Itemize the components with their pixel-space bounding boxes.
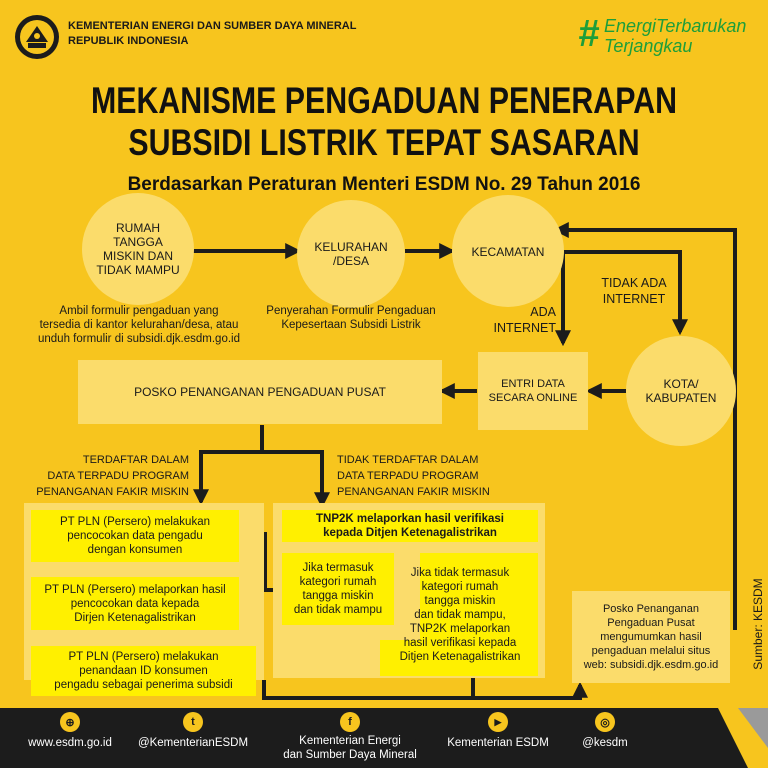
termasuk-line4: dan tidak mampu bbox=[293, 604, 383, 616]
youtube-text-line1: Kementerian ESDM bbox=[447, 737, 549, 749]
circle-rumah-tangga bbox=[82, 193, 194, 305]
note-formulir bbox=[14, 304, 264, 346]
tidak-line3: tangga miskin bbox=[424, 595, 496, 607]
box-jika-termasuk bbox=[282, 553, 394, 625]
box-posko-umumkan bbox=[572, 591, 730, 683]
footer-item-youtube[interactable] bbox=[438, 710, 558, 766]
hash-symbol: # bbox=[578, 13, 600, 55]
note-formulir-line1: Ambil formulir pengaduan yang bbox=[59, 305, 219, 317]
termasuk-line1: Jika termasuk bbox=[302, 562, 374, 574]
pln-step1-line1: PT PLN (Persero) melakukan bbox=[60, 516, 210, 528]
pln-step2-line2: pencocokan data kepada bbox=[70, 597, 200, 610]
box-entri-data bbox=[478, 352, 588, 430]
ada-line2: INTERNET bbox=[493, 321, 556, 335]
footer-item-instagram[interactable] bbox=[570, 710, 640, 766]
tidak-ada-line2: INTERNET bbox=[602, 292, 666, 306]
footer-twitter-text bbox=[128, 736, 258, 750]
kelurahan-line2: /DESA bbox=[332, 254, 369, 268]
pln-step3-line2: penandaan ID konsumen bbox=[79, 665, 208, 677]
terdaftar-line2: DATA TERPADU PROGRAM bbox=[47, 470, 189, 482]
facebook-icon: f bbox=[340, 712, 360, 732]
footer-item-facebook[interactable] bbox=[270, 710, 430, 766]
note-penyerahan-line2: Kepesertaan Subsidi Listrik bbox=[281, 319, 421, 331]
note-formulir-line3: unduh formulir di subsidi.djk.esdm.go.id bbox=[38, 333, 240, 345]
pln-step3-line3: pengadu sebagai penerima subsidi bbox=[54, 679, 233, 691]
globe-icon: ⊕ bbox=[60, 712, 80, 732]
kota-line1: KOTA/ bbox=[663, 377, 699, 391]
terdaftar-line1: TERDAFTAR DALAM bbox=[82, 454, 189, 466]
tnp2k-line1: TNP2K melaporkan hasil verifikasi bbox=[316, 513, 504, 525]
hashtag-line1: EnergiTerbarukan bbox=[604, 16, 747, 36]
youtube-icon: ▶ bbox=[488, 712, 508, 732]
pln-step2-line3: Dirjen Ketenagalistrikan bbox=[74, 611, 196, 624]
circle-kelurahan bbox=[297, 200, 405, 308]
web-text-line1: www.esdm.go.id bbox=[28, 737, 112, 749]
facebook-text-line1: Kementerian Energi bbox=[299, 735, 401, 747]
posko-umum-line3: mengumumkan hasil bbox=[600, 631, 702, 643]
pln-step1 bbox=[31, 510, 239, 562]
box-posko-pusat: POSKO PENANGANAN PENGADUAN PUSAT bbox=[78, 360, 442, 424]
hashtag-line2: Terjangkau bbox=[604, 36, 693, 56]
footer-item-twitter[interactable] bbox=[128, 710, 258, 766]
arrow-terdaftar-left bbox=[201, 452, 262, 502]
label-ada-internet bbox=[486, 304, 556, 336]
page-subtitle: Berdasarkan Peraturan Menteri ESDM No. 29 Tahun 2016 bbox=[127, 174, 641, 195]
kelurahan-line1: KELURAHAN bbox=[314, 240, 388, 254]
arrow-tidak-terdaftar bbox=[262, 452, 322, 505]
ada-line1: ADA bbox=[530, 305, 556, 319]
label-tidak-ada-internet bbox=[592, 275, 676, 307]
pln-step1-line2: pencocokan data pengadu bbox=[67, 530, 203, 542]
posko-umum-line5: web: subsidi.djk.esdm.go.id bbox=[583, 659, 719, 671]
note-penyerahan bbox=[256, 304, 446, 332]
tidak-terdaftar-line1: TIDAK TERDAFTAR DALAM bbox=[337, 454, 479, 466]
circle-kota bbox=[626, 336, 736, 446]
posko-umum-line2: Pengaduan Pusat bbox=[607, 617, 695, 629]
source-credit: Sumber: KESDM bbox=[751, 578, 765, 670]
pln-step2-line1: PT PLN (Persero) melaporkan hasil bbox=[44, 583, 226, 596]
label-tidak-terdaftar bbox=[337, 452, 537, 500]
tnp2k-report bbox=[282, 510, 538, 542]
footer-corner-accent bbox=[688, 708, 768, 768]
ministry-name-line1: KEMENTERIAN ENERGI DAN SUMBER DAYA MINERAL bbox=[68, 20, 357, 32]
pln-step2 bbox=[31, 577, 239, 630]
instagram-icon: ◎ bbox=[595, 712, 615, 732]
note-formulir-line2: tersedia di kantor kelurahan/desa, atau bbox=[39, 319, 239, 331]
posko-umum-line4: pengaduan melalui situs bbox=[591, 645, 711, 657]
footer-instagram-text bbox=[570, 736, 640, 750]
footer-web-text bbox=[20, 736, 120, 750]
posko-umum-line1: Posko Penanganan bbox=[602, 603, 699, 615]
tidak-line7: Ditjen Ketenagalistrikan bbox=[399, 651, 521, 663]
tidak-line5: TNP2K melaporkan bbox=[409, 623, 511, 635]
tidak-ada-line1: TIDAK ADA bbox=[601, 276, 667, 290]
circle-kecamatan bbox=[452, 195, 564, 307]
footer-item-web[interactable] bbox=[20, 710, 120, 766]
rumah-line3: MISKIN DAN bbox=[102, 249, 173, 263]
pln-step1-line3: dengan konsumen bbox=[87, 544, 183, 556]
pln-step3-line1: PT PLN (Persero) melakukan bbox=[68, 651, 219, 663]
entri-line1: ENTRI DATA bbox=[501, 378, 565, 390]
tidak-line2: kategori rumah bbox=[421, 581, 499, 593]
arrow-step3-posko-umum bbox=[264, 680, 580, 698]
tidak-line4: dan tidak mampu, bbox=[414, 609, 506, 621]
ministry-name-line2: REPUBLIK INDONESIA bbox=[68, 35, 189, 47]
kota-line2: KABUPATEN bbox=[645, 391, 717, 405]
termasuk-line2: kategori rumah bbox=[299, 576, 377, 588]
pln-step3 bbox=[31, 646, 256, 696]
title-line2: SUBSIDI LISTRIK TEPAT SASARAN bbox=[128, 122, 640, 163]
termasuk-line3: tangga miskin bbox=[302, 590, 374, 602]
tnp2k-line2: kepada Ditjen Ketenagalistrikan bbox=[323, 527, 497, 539]
terdaftar-line3: PENANGANAN FAKIR MISKIN bbox=[36, 486, 189, 498]
tidak-terdaftar-line3: PENANGANAN FAKIR MISKIN bbox=[337, 486, 490, 498]
tidak-line1: Jika tidak termasuk bbox=[410, 567, 510, 579]
label-terdaftar bbox=[24, 452, 189, 500]
twitter-text-line1: @KementerianESDM bbox=[137, 737, 249, 749]
kecamatan-label: KECAMATAN bbox=[471, 245, 545, 259]
jika-tidak-text bbox=[385, 556, 535, 674]
footer-youtube-text bbox=[438, 736, 558, 750]
instagram-text-line1: @kesdm bbox=[582, 737, 628, 749]
rumah-line1: RUMAH bbox=[116, 221, 160, 235]
note-penyerahan-line1: Penyerahan Formulir Pengaduan bbox=[266, 305, 436, 317]
tidak-terdaftar-line2: DATA TERPADU PROGRAM bbox=[337, 470, 479, 482]
footer-facebook-text bbox=[270, 734, 430, 762]
entri-line2: SECARA ONLINE bbox=[488, 392, 578, 404]
twitter-icon: t bbox=[183, 712, 203, 732]
rumah-line2: TANGGA bbox=[113, 235, 163, 249]
tidak-line6: hasil verifikasi kepada bbox=[403, 637, 517, 649]
facebook-text-line2: dan Sumber Daya Mineral bbox=[283, 749, 417, 761]
rumah-line4: TIDAK MAMPU bbox=[96, 263, 180, 277]
title-line1: MEKANISME PENGADUAN PENERAPAN bbox=[90, 80, 678, 121]
